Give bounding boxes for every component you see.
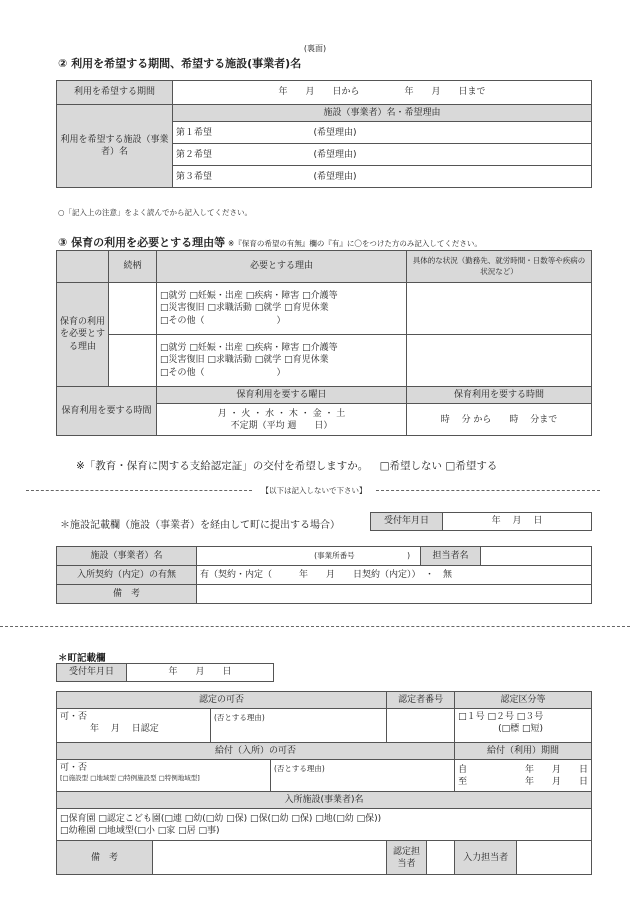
cert-header: 認定の可否 [57, 692, 387, 709]
cert-staff-label: 認定担当者 [387, 841, 427, 875]
benefit-types: [□施設型 □地域型 □特例施設型 □特例地域型] [60, 774, 200, 783]
benefit-to-row [458, 776, 588, 788]
benefit-from-row [458, 764, 588, 776]
relation-input-2[interactable] [109, 335, 157, 387]
enroll-facility-line-1: □保育園 □認定こども園(□連 □幼(□幼 □保) □保(□幼 □保) □地(□幼 □保)) [60, 813, 382, 824]
section-3-title-row [58, 234, 482, 250]
certifier-input[interactable] [387, 709, 455, 743]
facility-table [56, 546, 592, 604]
detail-input-1[interactable] [407, 283, 592, 335]
reason-options-line-3: □その他（ ） [160, 315, 286, 326]
choice-2-label: 第２希望 [173, 144, 311, 166]
staff-label: 担当者名 [421, 547, 481, 566]
facility-notes-label: 備 考 [57, 585, 197, 604]
relation-input-1[interactable] [109, 283, 157, 335]
town-notes-input[interactable] [153, 841, 387, 875]
benefit-reason[interactable]: (否とする理由) [271, 760, 455, 792]
period-label: 利用を希望する期間 [57, 81, 173, 105]
enroll-facility-line-2: □幼稚園 □地域型(□小 □家 □居 □事) [60, 825, 220, 836]
entry-note: ○「記入上の注意」をよく読んでから記入してください。 [58, 208, 253, 217]
reason-options-2[interactable] [157, 335, 407, 387]
to-label: 至 [458, 776, 468, 787]
facility-label: 利用を希望する施設（事業者）名 [57, 105, 173, 188]
cert-decision-value: 可・否 [60, 712, 88, 723]
reason-options-1[interactable] [157, 283, 407, 335]
benefit-decision[interactable] [57, 760, 271, 792]
section-2-title: ② 利用を希望する期間、希望する施設(事業者)名 [58, 57, 302, 70]
detail-input-2[interactable] [407, 335, 592, 387]
office-number-input[interactable]: (事業所番号 ) [197, 547, 421, 566]
cert-staff-input[interactable] [427, 841, 455, 875]
input-staff-label: 入力担当者 [455, 841, 517, 875]
enroll-facility-options[interactable] [57, 809, 592, 841]
divider-line [376, 490, 600, 491]
days-options: 月 ・ 火 ・ 水 ・ 木 ・ 金 ・ 土 [217, 408, 346, 419]
cert-reason[interactable]: (否とする理由) [211, 709, 387, 743]
period-input[interactable]: 年 月 日から 年 月 日まで [173, 81, 592, 105]
town-received-label: 受付年月日 [57, 664, 127, 682]
benefit-header: 給付（入所）の可否 [57, 743, 455, 760]
cert-options[interactable]: □希望しない □希望する [379, 460, 498, 472]
contract-input[interactable]: 有（契約・内定（ 年 月 日契約（内定）） ・ 無 [197, 566, 592, 585]
cert-question: ※「教育・保育に関する支給認定証」の交付を希望しますか。 [76, 460, 369, 472]
reason-options-line-1: □就労 □妊娠・出産 □疾病・障害 □介護等 [160, 291, 338, 302]
certifier-header: 認定者番号 [387, 692, 455, 709]
days-input[interactable] [157, 404, 407, 436]
choice-1-label: 第１希望 [173, 122, 311, 144]
page-side-label: (裏面) [303, 44, 327, 53]
reason-options-line-2: □災害復旧 □求職活動 □就学 □育児休業 [160, 303, 329, 314]
time-label: 保育利用を要する時間 [57, 387, 157, 436]
choice-2-input[interactable]: (希望理由) [311, 144, 592, 166]
cert-class-options[interactable] [455, 709, 592, 743]
section-3-note: ※『保育の希望の有無』欄の『有』に〇をつけた方のみ記入してください。 [228, 239, 482, 248]
cert-class-line-2: (□標 □短) [498, 724, 543, 735]
reason-options-line-2: □災害復旧 □求職活動 □就学 □育児休業 [160, 355, 329, 366]
town-section-title: ＊町記載欄 [58, 653, 106, 664]
cert-question-row [76, 458, 497, 473]
choice-1-input[interactable]: (希望理由) [311, 122, 592, 144]
choice-3-input[interactable]: (希望理由) [311, 166, 592, 188]
benefit-period-header: 給付（利用）期間 [455, 743, 592, 760]
facility-received-label: 受付年月日 [371, 513, 443, 531]
relation-header: 続柄 [109, 251, 157, 283]
detail-header: 具体的な状況（勤務先、就労時間・日数等や疾病の状況など） [407, 251, 592, 283]
benefit-period[interactable] [455, 760, 592, 792]
divider-label: 【以下は記入しないで下さい】 [261, 486, 367, 495]
facility-received-table [370, 512, 592, 531]
reason-options-line-1: □就労 □妊娠・出産 □疾病・障害 □介護等 [160, 343, 338, 354]
cert-class-header: 認定区分等 [455, 692, 592, 709]
town-notes-label: 備 考 [57, 841, 153, 875]
facility-name-label: 施設（事業者）名 [57, 547, 197, 566]
section-3-table [56, 250, 592, 436]
section-3-title: ③ 保育の利用を必要とする理由等 [58, 236, 226, 249]
facility-received-input[interactable]: 年 月 日 [443, 513, 592, 531]
reason-header: 必要とする理由 [157, 251, 407, 283]
section-2-table [56, 80, 592, 188]
town-received-input[interactable]: 年 月 日 [127, 664, 274, 682]
facility-section-title: ＊施設記載欄（施設（事業者）を経由して町に提出する場合） [60, 520, 340, 531]
facility-notes-input[interactable] [197, 585, 592, 604]
hours-header: 保育利用を要する時間 [407, 387, 592, 404]
section-divider [0, 626, 630, 627]
reason-side-label: 保育の利用を必要とする理由 [57, 283, 109, 387]
town-table [56, 691, 592, 875]
divider-line [26, 490, 252, 491]
benefit-decision-value: 可・否 [60, 763, 88, 774]
days-header: 保育利用を要する曜日 [157, 387, 407, 404]
staff-input[interactable] [481, 547, 592, 566]
cert-decision[interactable] [57, 709, 211, 743]
cert-date: 年 月 日認定 [90, 724, 159, 735]
to-date: 年 月 日 [524, 776, 588, 787]
contract-label: 入所契約（内定）の有無 [57, 566, 197, 585]
days-irregular: 不定期（平均 週 日） [230, 420, 333, 431]
choice-3-label: 第３希望 [173, 166, 311, 188]
town-received-table [56, 663, 274, 682]
facility-header: 施設（事業者）名・希望理由 [173, 105, 592, 122]
input-staff-input[interactable] [517, 841, 592, 875]
cert-class-line-1: □１号 □２号 □３号 [458, 712, 544, 723]
hours-input[interactable]: 時 分 から 時 分まで [407, 404, 592, 436]
from-label: 自 [458, 764, 468, 775]
reason-options-line-3: □その他（ ） [160, 367, 286, 378]
from-date: 年 月 日 [524, 764, 588, 775]
enroll-facility-header: 入所施設(事業者)名 [57, 792, 592, 809]
